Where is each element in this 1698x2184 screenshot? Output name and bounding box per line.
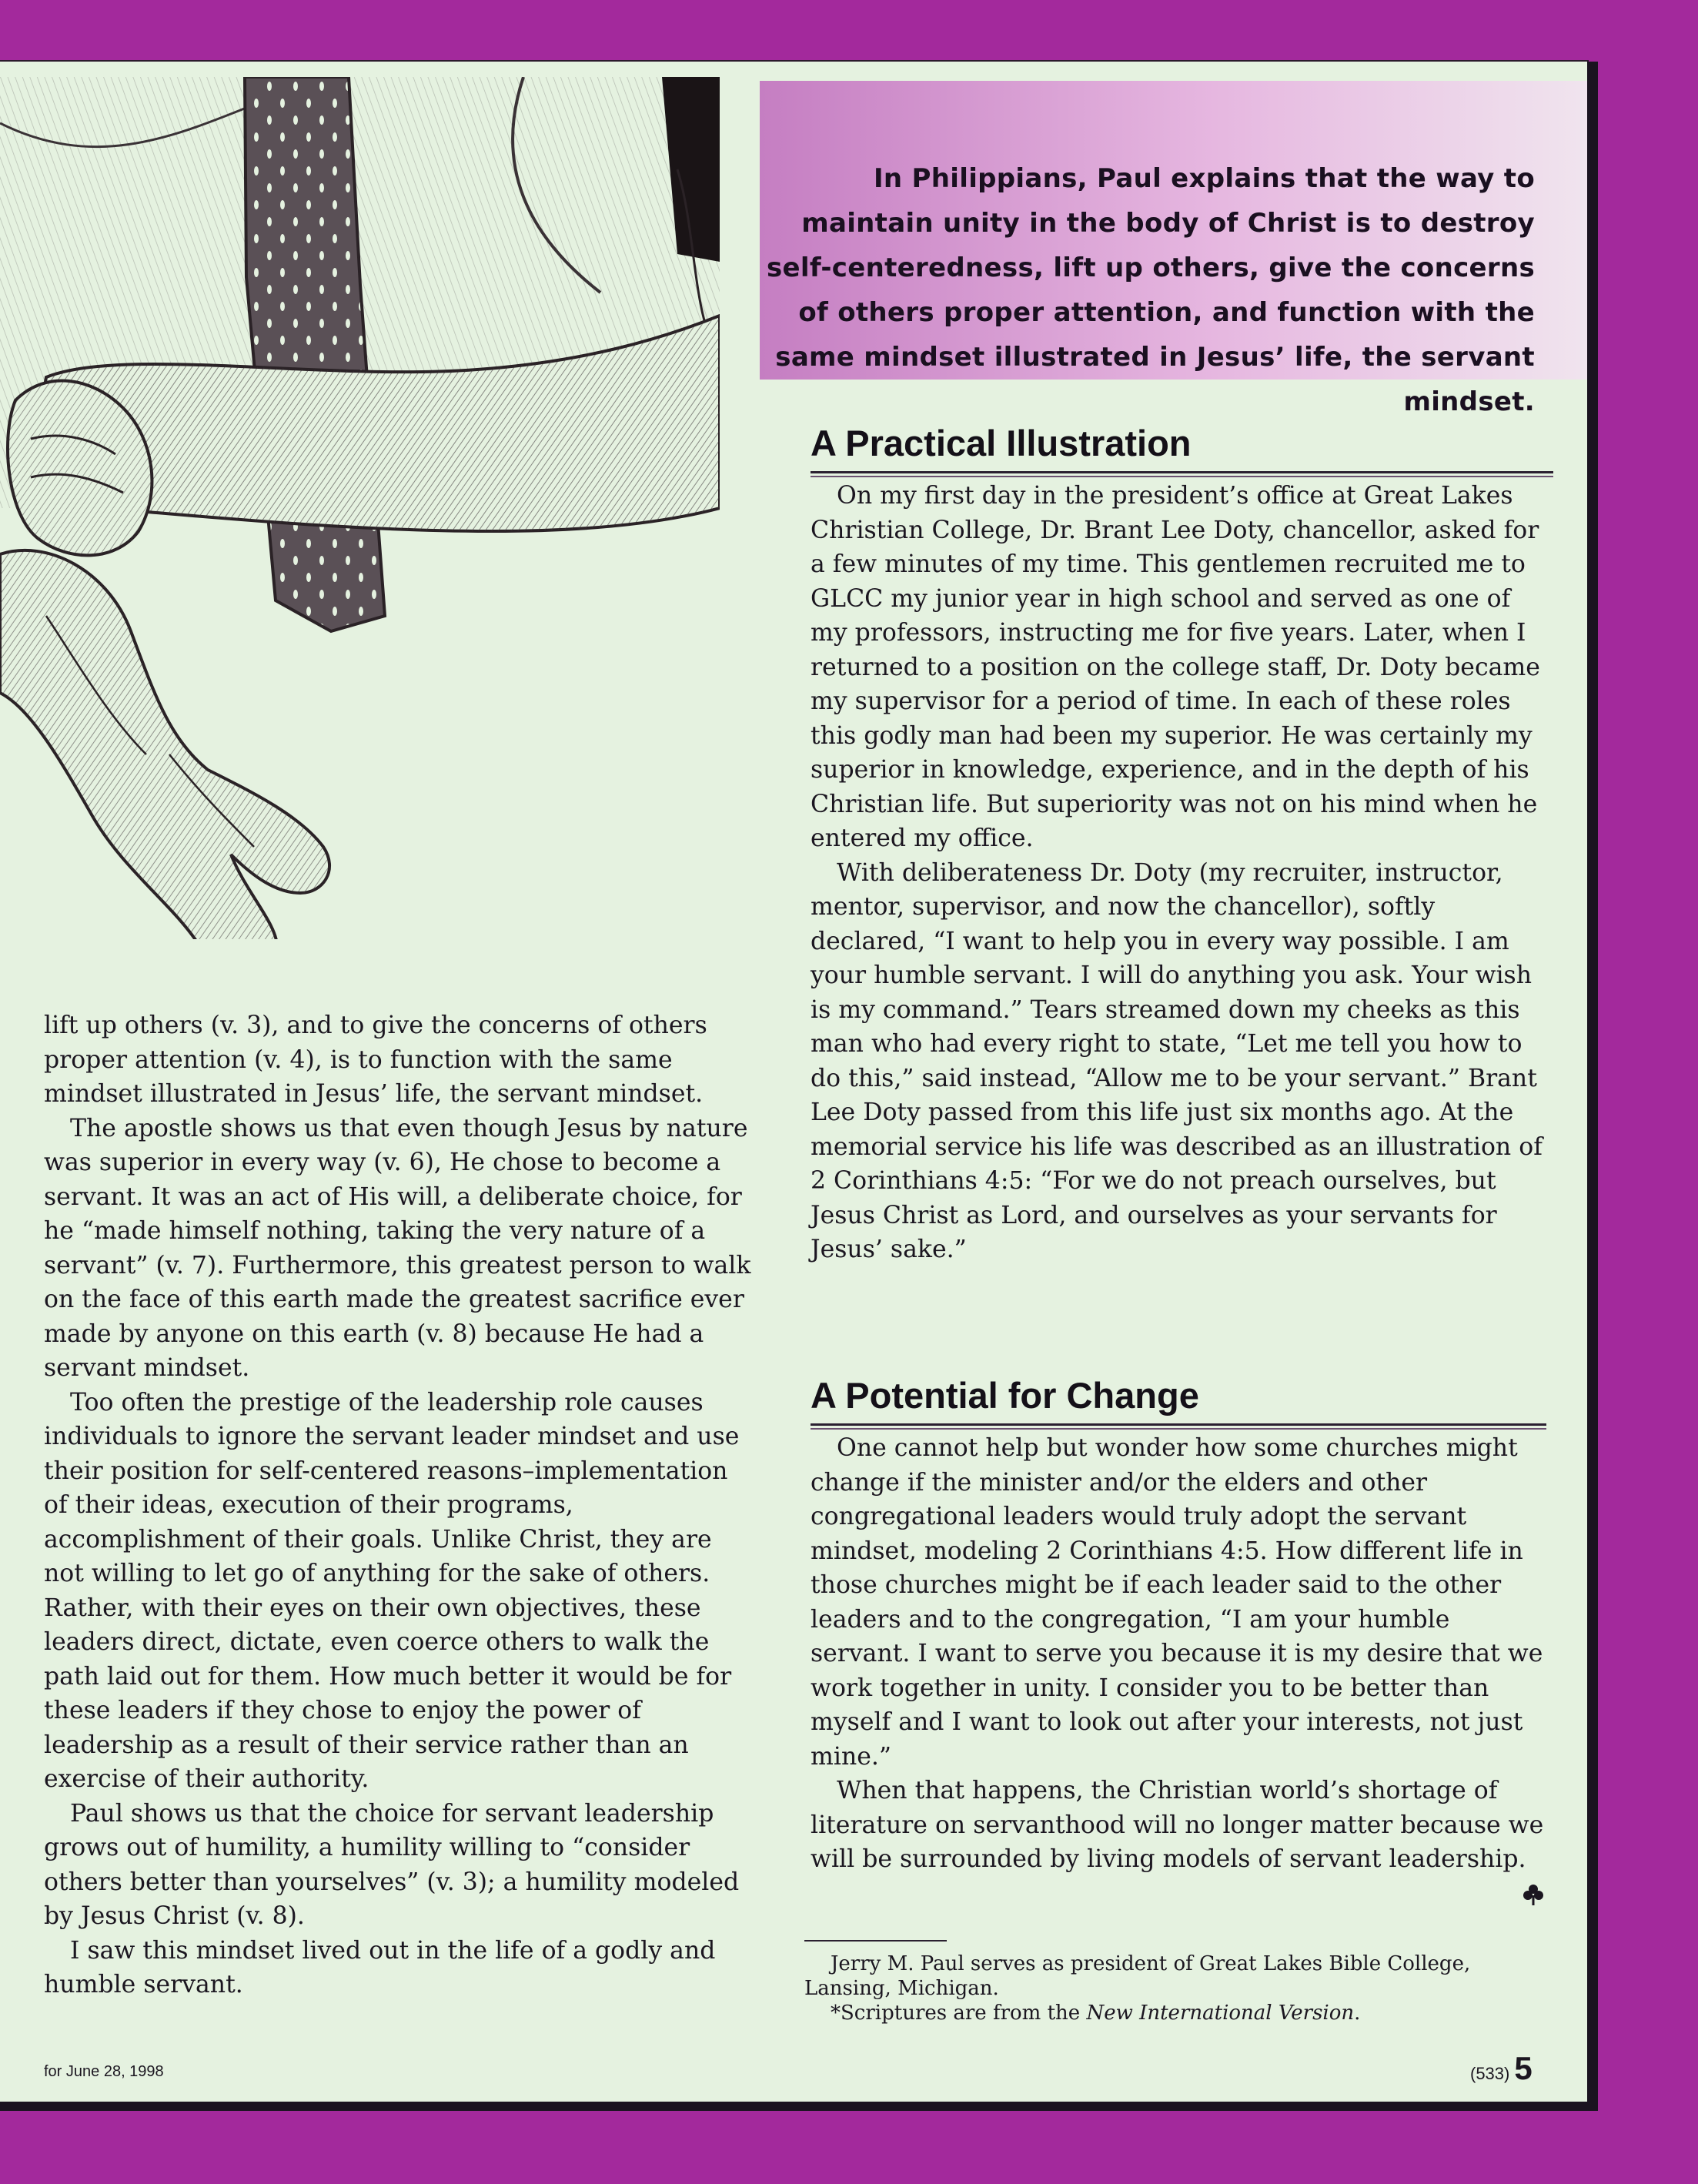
right-paragraph-3: One cannot help but wonder how some churches might change if the minister and/or the elders and other congregational leaders would truly adopt the servant mindset, modeling 2 Corinthians 4:5. How different life in those churches might be if each leader said to the other leaders and to the congregation, “I am your humble servant. I want to serve you because it is my desire that we work together in unity. I consider you to be better than myself and I want to look out after your interests, not just mine.”: [811, 1434, 1543, 1771]
left-paragraph-2: The apostle shows us that even though Jesus by nature was superior in every way (v. 6), He chose to become a servant. It was an act of His will, a deliberate choice, for he “made himself nothing, taking the very nature of a servant” (v. 7). Furthermore, this greatest person to walk on the face of this earth made the greatest sacrifice ever made by anyone on this earth (v. 8) because He had a servant mindset.: [44, 1114, 751, 1382]
page-number-block: [1470, 2050, 1533, 2087]
section-practical-illustration-body: [811, 479, 1553, 1267]
page-code: (533): [1470, 2064, 1510, 2083]
left-paragraph-1: lift up others (v. 3), and to give the concerns of others proper attention (v. 4), is to function with the same mindset illustrated in Jesus’ life, the servant mindset.: [44, 1012, 707, 1108]
left-paragraph-3: Too often the prestige of the leadership role causes individuals to ignore the servant leader mindset and use their position for self-centered reasons–implementation of their ideas, execution of their programs, accomplishment of their goals. Unlike Christ, they are not willing to let go of anything for the sake of others. Rather, with their eyes on their own objectives, these leaders direct, dictate, even coerce others to walk the path laid out for them. How much better it would be for these leaders if they chose to enjoy the power of leadership as a result of their service rather than an exercise of their authority.: [44, 1388, 740, 1793]
pull-quote-box: [760, 81, 1587, 417]
author-bio: [804, 1952, 1551, 2025]
servant-arms-illustration: [0, 77, 720, 939]
heading-rule: [811, 1423, 1546, 1430]
scripture-note-prefix: *Scriptures are from the: [831, 2002, 1087, 2025]
scripture-version: New International Version: [1086, 2002, 1355, 2025]
left-column: [44, 1008, 752, 2002]
right-paragraph-4: When that happens, the Christian world’s shortage of literature on servanthood will no longer matter because we will be surrounded by living models of servant leadership.: [811, 1777, 1544, 1873]
pull-quote-text: In Philippians, Paul explains that the way to maintain unity in the body of Christ is to destroy self-centeredness, lift up others, give the concerns of others proper attention, and function with the same mindset illustrated in Jesus’ life, the servant mindset.: [767, 163, 1535, 417]
page-edge-shadow-bottom: [0, 2102, 1598, 2111]
left-paragraph-5: I saw this mindset lived out in the life of a godly and humble servant.: [44, 1936, 716, 1998]
scripture-note: [804, 2001, 1551, 2025]
section-heading-practical-illustration: A Practical Illustration: [811, 423, 1192, 463]
left-paragraph-4: Paul shows us that the choice for servant leadership grows out of humility, a humility willing to “consider others better than yourselves” (v. 3); a humility modeled by Jesus Christ (v. 8).: [44, 1799, 740, 1930]
bio-line: Jerry M. Paul serves as president of Great Lakes Bible College, Lansing, Michigan.: [804, 1952, 1471, 2000]
right-paragraph-1: On my first day in the president’s office at Great Lakes Christian College, Dr. Brant Lee Doty, chancellor, asked for a few minutes of my time. This gentlemen recruited me to GLCC my junior year in high school and served as one of my professors, instructing me for five years. Later, when I returned to a position on the college staff, Dr. Doty became my supervisor for a period of time. In each of these roles this godly man had been my superior. He was certainly my superior in knowledge, experience, and in the depth of his Christian life. But superiority was not on his mind when he entered my office.: [811, 482, 1540, 852]
page-edge-shadow: [1587, 62, 1598, 2109]
scripture-note-suffix: .: [1354, 2002, 1361, 2025]
illustration-svg: [0, 77, 720, 939]
section-heading-potential-for-change: A Potential for Change: [811, 1375, 1199, 1416]
right-paragraph-2: With deliberateness Dr. Doty (my recruiter, instructor, mentor, supervisor, and now the chancellor), softly declared, “I want to help you in every way possible. I am your humble servant. I will do anything you ask. Your wish is my command.” Tears streamed down my cheeks as this man who had every right to state, “Let me tell you how to do this,” said instead, “Allow me to be your servant.” Brant Lee Doty passed from this life just six months ago. At the memorial service his life was described as an illustration of 2 Corinthians 4:5: “For we do not preach ourselves, but Jesus Christ as Lord, and ourselves as your servants for Jesus’ sake.”: [811, 858, 1543, 1263]
page-number: 5: [1514, 2050, 1533, 2086]
heading-rule: [811, 471, 1553, 477]
bio-divider: [804, 1940, 947, 1942]
clover-end-mark-icon: [1521, 1882, 1546, 1907]
section-potential-for-change-body: [811, 1431, 1549, 1877]
issue-date: for June 28, 1998: [44, 2063, 164, 2080]
